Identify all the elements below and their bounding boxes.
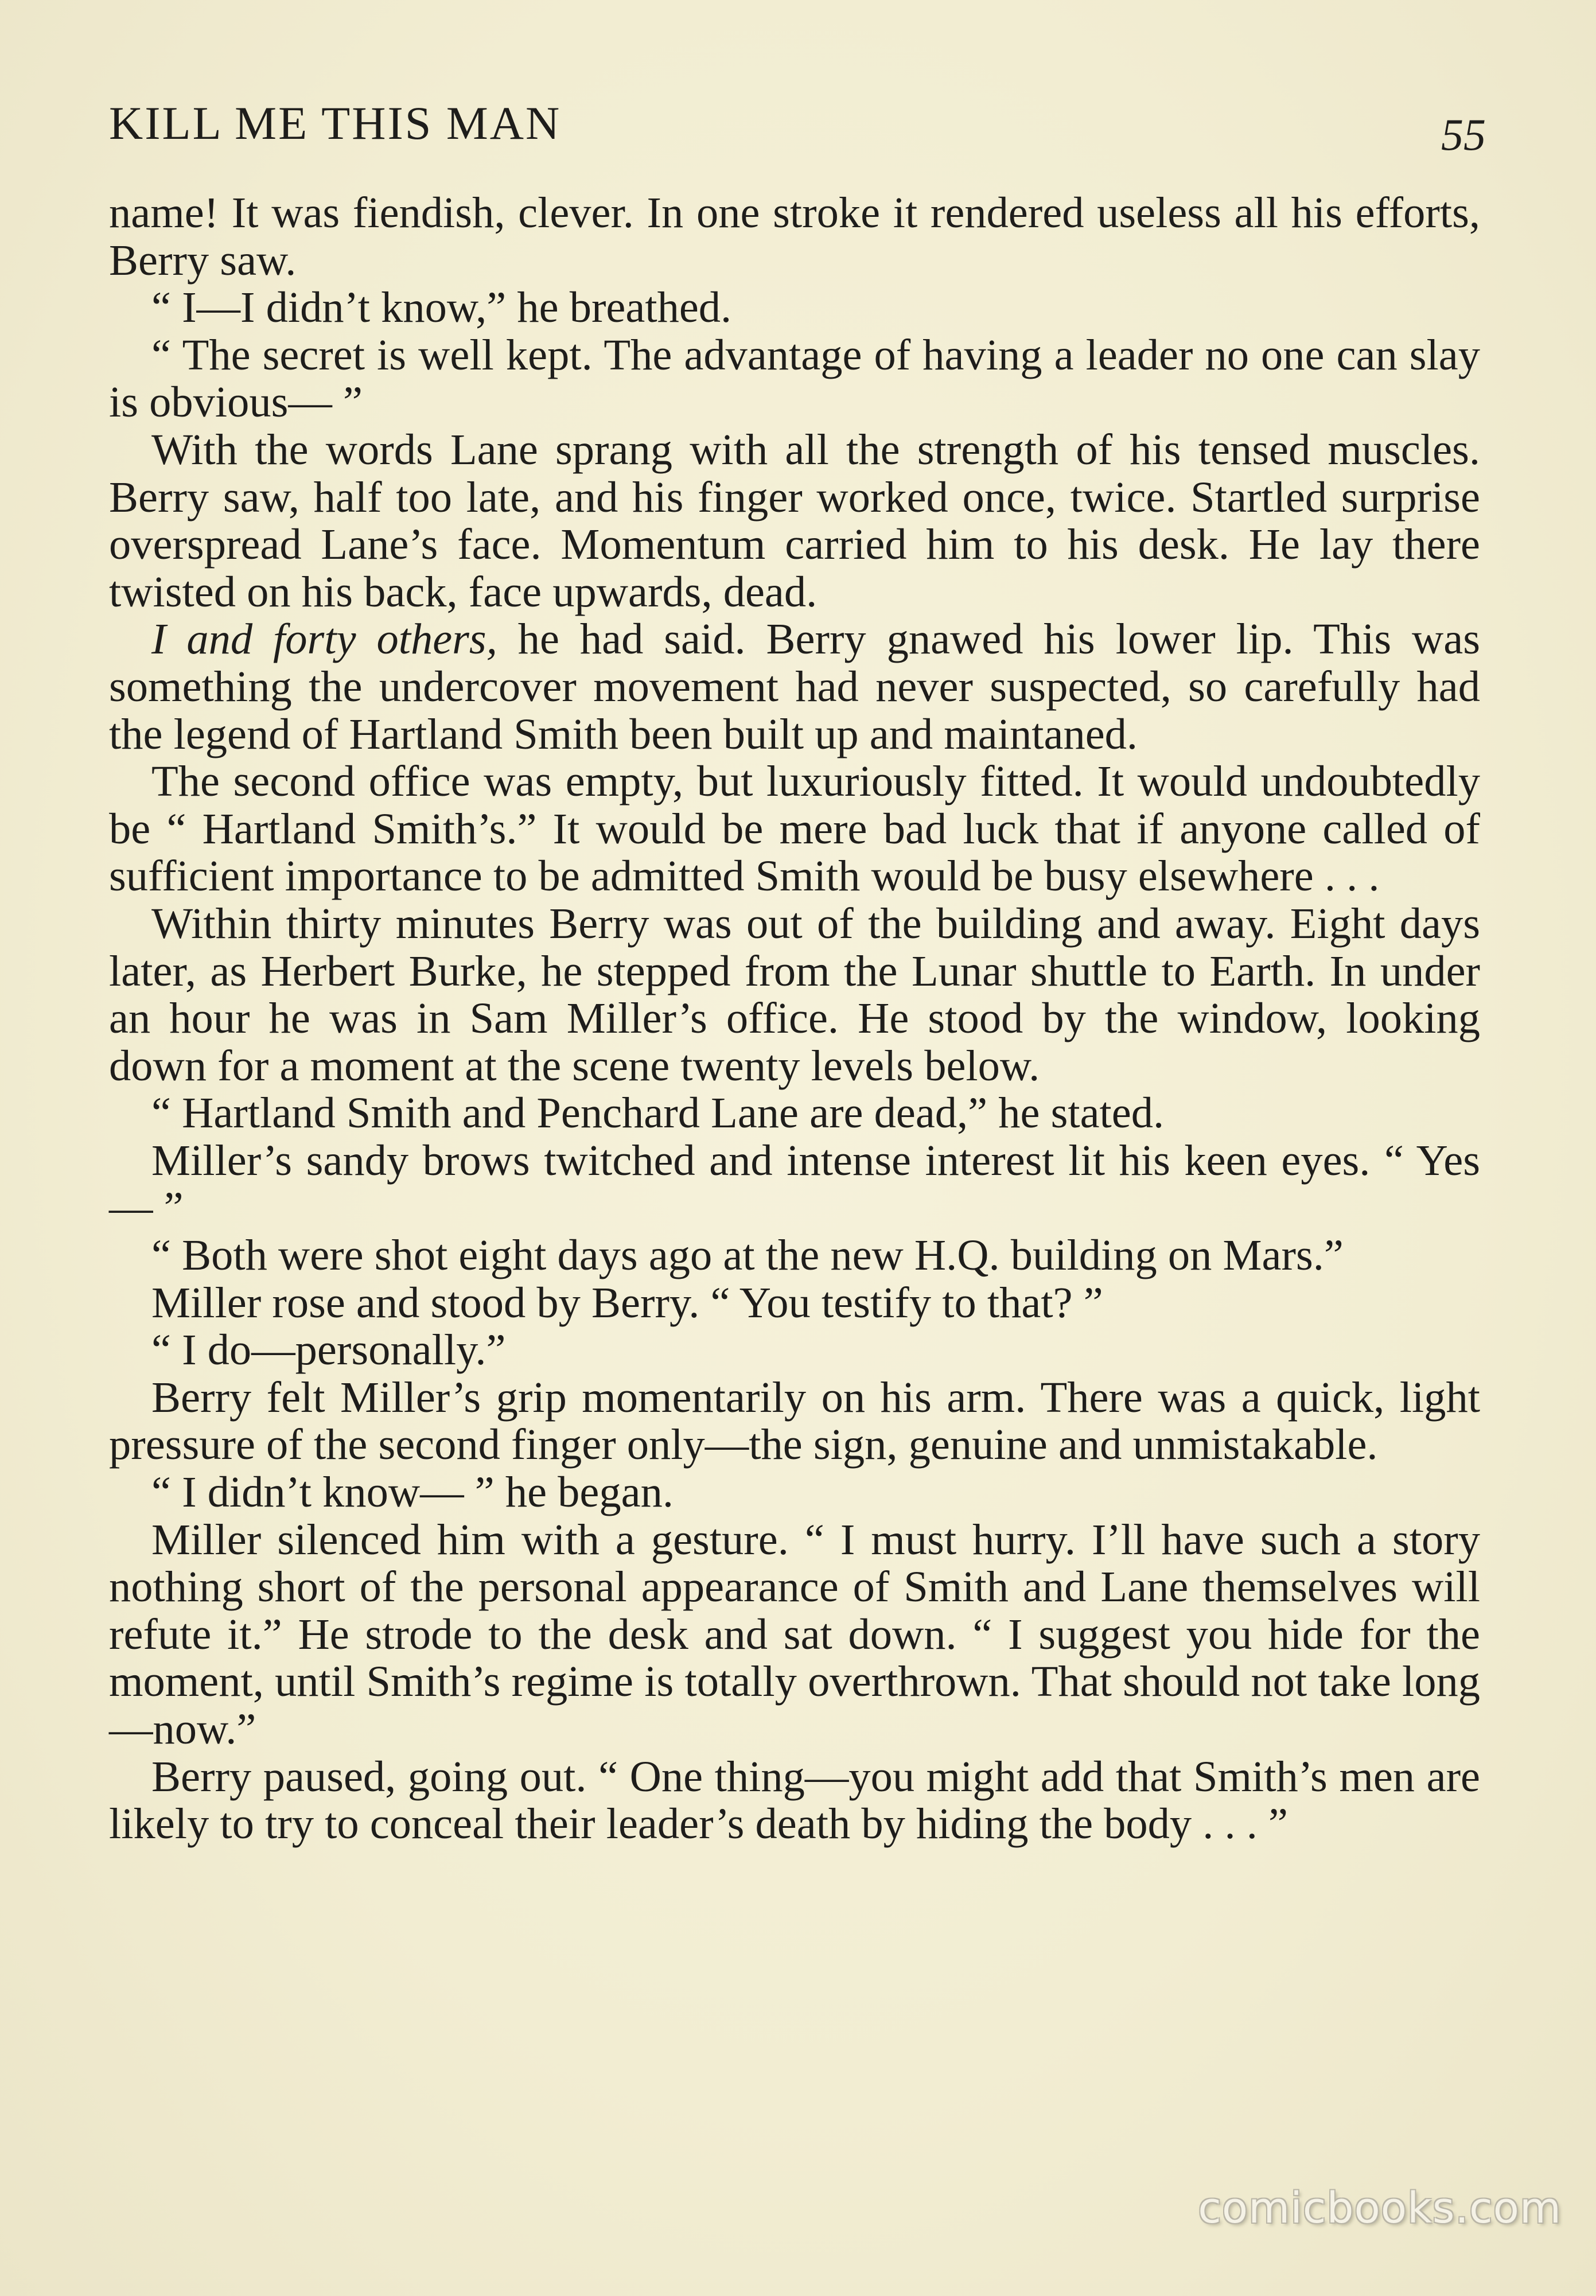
paragraph: Miller rose and stood by Berry. “ You testify to that? ”: [151, 1278, 1103, 1327]
paragraph: “ Hartland Smith and Penchard Lane are dead,” he stated.: [151, 1088, 1165, 1138]
paragraph: “ I didn’t know— ” he began.: [151, 1468, 674, 1517]
paragraph: “ I—I didn’t know,” he breathed.: [151, 283, 732, 332]
paragraph: name! It was fiendish, clever. In one stroke it rendered useless all his efforts, Berry saw.: [109, 188, 1480, 285]
paragraph: Miller silenced him with a gesture. “ I must hurry. I’ll have such a story nothing short of the personal appearance of Smith and Lane themselves will refute it.” He strode to the desk and sat down. “ I suggest you hide for the moment, until Smith’s regime is totally overthrown. That should not take long—now.”: [109, 1515, 1480, 1753]
paragraph-text: he had said. Berry gnawed his lower lip. This was something the undercover movement had never suspected, so carefully had the legend of Hartland Smith been built up and maintaned.: [109, 614, 1480, 758]
page-number: 55: [1441, 110, 1486, 159]
paragraph: Berry felt Miller’s grip momentarily on his arm. There was a quick, light pressure of the second finger only—the sign, genuine and unmistakable.: [109, 1372, 1480, 1469]
paragraph: [109, 616, 1480, 758]
paragraph: “ I do—personally.”: [151, 1325, 506, 1375]
paragraph: The second office was empty, but luxuriously fitted. It would undoubtedly be “ Hartland Smith’s.” It would be mere bad luck that if anyone called of sufficient importance to be admitted Smith would be busy elsewhere . . .: [109, 757, 1480, 901]
body-text: [109, 189, 1480, 1848]
paragraph: Berry paused, going out. “ One thing—you might add that Smith’s men are likely to try to conceal their leader’s death by hiding the body . . . ”: [109, 1752, 1480, 1849]
watermark-logo: comicbooks.com: [1198, 2184, 1562, 2233]
paragraph: “ The secret is well kept. The advantage of having a leader no one can slay is obvious— ”: [109, 330, 1480, 427]
paragraph: Miller’s sandy brows twitched and intense interest lit his keen eyes. “ Yes— ”: [109, 1135, 1480, 1232]
paragraph: Within thirty minutes Berry was out of the building and away. Eight days later, as Herbert Burke, he stepped from the Lunar shuttle to Earth. In under an hour he was in Sam Miller’s office. He stood by the window, looking down for a moment at the scene twenty levels below.: [109, 898, 1480, 1090]
page-header: [109, 96, 1486, 165]
paragraph: With the words Lane sprang with all the strength of his tensed muscles. Berry saw, half too late, and his finger worked once, twice. Startled surprise overspread Lane’s face. Momentum carried him to his desk. He lay there twisted on his back, face upwards, dead.: [109, 425, 1480, 616]
paragraph: “ Both were shot eight days ago at the new H.Q. building on Mars.”: [151, 1231, 1344, 1280]
italic-quote: I and forty others,: [151, 614, 497, 664]
running-title: KILL ME THIS MAN: [109, 97, 562, 149]
